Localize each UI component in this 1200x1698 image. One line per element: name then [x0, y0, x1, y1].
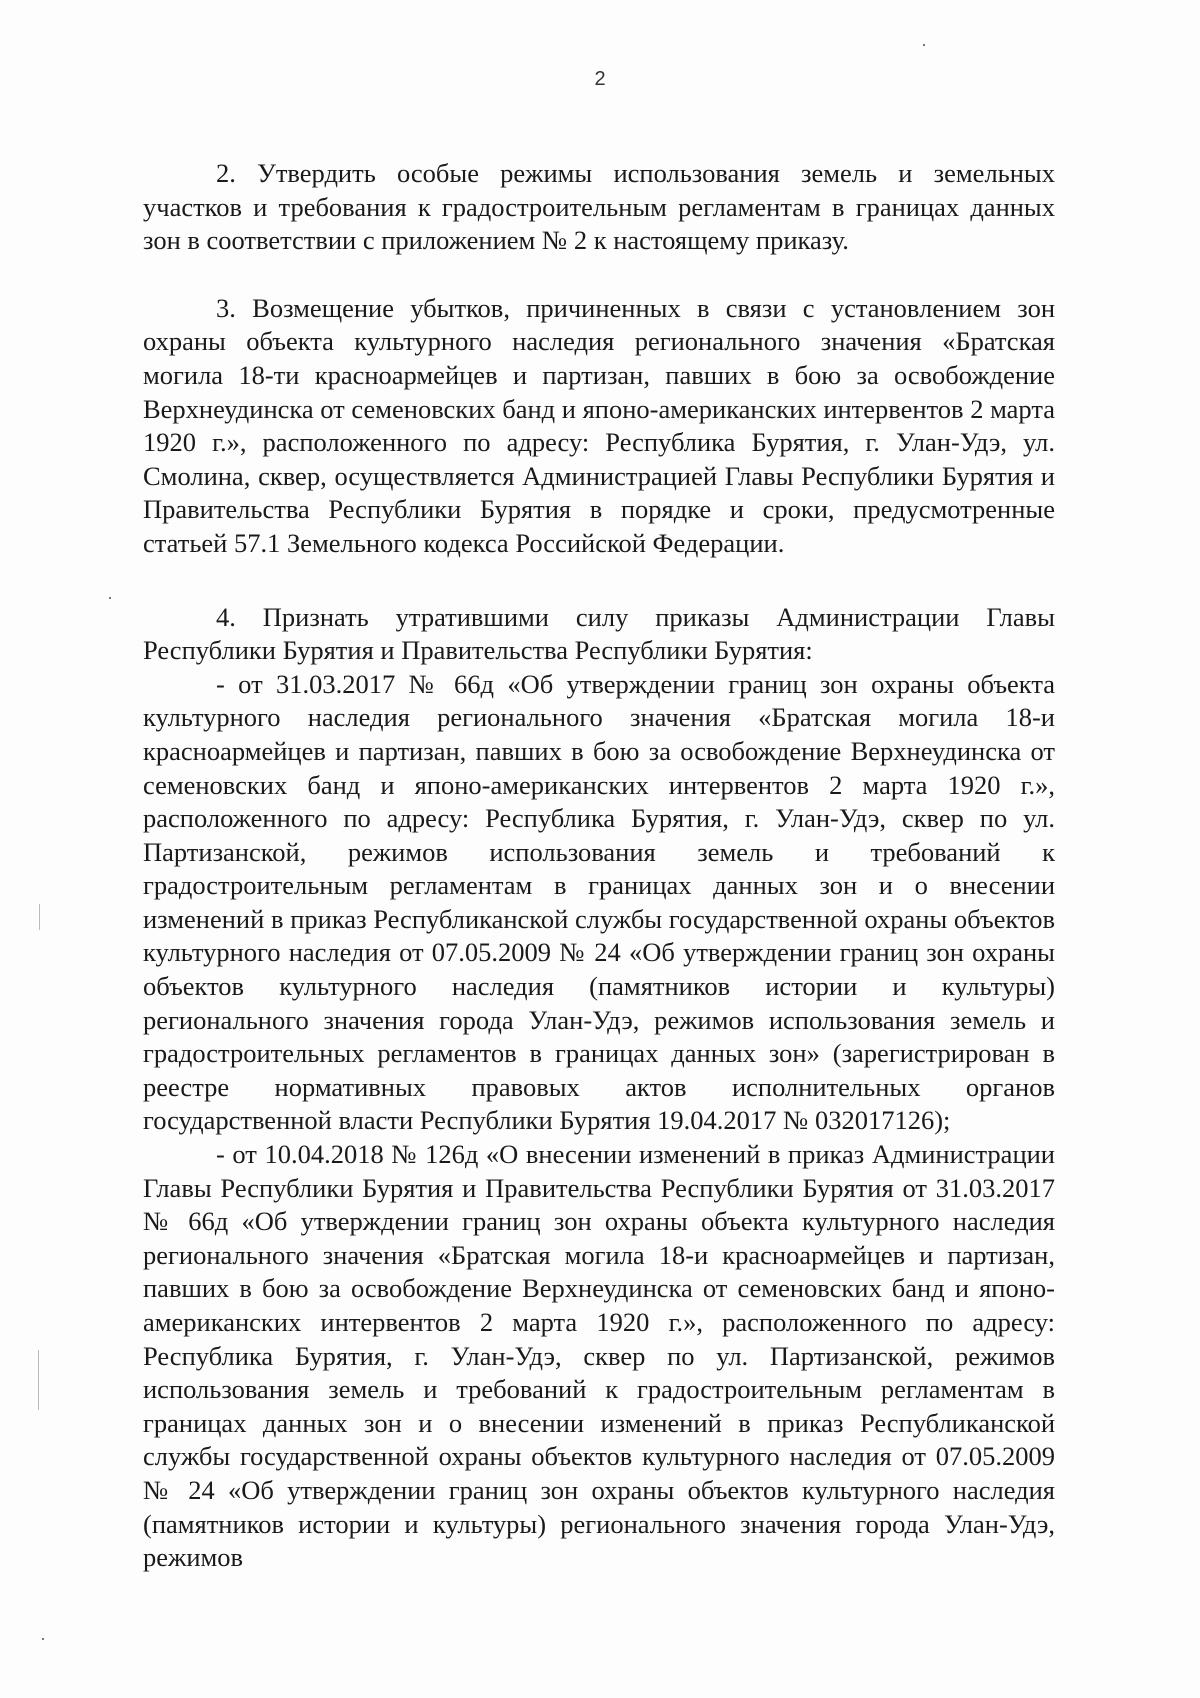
scan-speck	[109, 597, 111, 599]
document-body	[143, 157, 1055, 1575]
list-item-order-66d: - от 31.03.2017 № 66д «Об утверждении границ зон охраны объекта культурного наследия регионального значения «Братская могила 18-и красноармейцев и партизан, павших в бою за освобождение Верхнеудинска от семеновских банд и японо-американских интервентов 2 марта 1920 г.», расположенного по адресу: Республика Бурятия, г. Улан-Удэ, сквер по ул. Партизанской, режимов использования земель и требований к градостроительным регламентам в границах данных зон и о внесении изменений в приказ Республиканской службы государственной охраны объектов культурного наследия от 07.05.2009 № 24 «Об утверждении границ зон охраны объектов культурного наследия (памятников истории и культуры) регионального значения города Улан-Удэ, режимов использования земель и градостроительных регламентов в границах данных зон» (зарегистрирован в реестре нормативных правовых актов исполнительных органов государственной власти Республики Бурятия 19.04.2017 № 032017126);	[143, 668, 1055, 1136]
paragraph-3: 3. Возмещение убытков, причиненных в связи с установлением зон охраны объекта культурного наследия регионального значения «Братская могила 18-ти красноармейцев и партизан, павших в бою за освобождение Верхнеудинска от семеновских банд и японо-американских интервентов 2 марта 1920 г.», расположенного по адресу: Республика Бурятия, г. Улан-Удэ, ул. Смолина, сквер, осуществляется Администрацией Главы Республики Бурятия и Правительства Республики Бурятия в порядке и сроки, предусмотренные статьей 57.1 Земельного кодекса Российской Федерации.	[143, 292, 1055, 558]
scan-speck	[923, 44, 925, 46]
scan-speck	[42, 1638, 44, 1640]
scan-speck	[39, 904, 40, 930]
paragraph-4: 4. Признать утратившими силу приказы Администрации Главы Республики Бурятия и Правительства Республики Бурятия:	[143, 601, 1055, 666]
paragraph-2: 2. Утвердить особые режимы использования земель и земельных участков и требования к градостроительным регламентам в границах данных зон в соответствии с приложением № 2 к настоящему приказу.	[143, 158, 1055, 256]
scan-speck	[38, 1350, 39, 1410]
page-number: 2	[594, 68, 606, 90]
list-item-order-126d: - от 10.04.2018 № 126д «О внесении изменений в приказ Администрации Главы Республики Бурятия и Правительства Республики Бурятия от 31.03.2017 № 66д «Об утверждении границ зон охраны объекта культурного наследия регионального значения «Братская могила 18-и красноармейцев и партизан, павших в бою за освобождение Верхнеудинска от семеновских банд и японо-американских интервентов 2 марта 1920 г.», расположенного по адресу: Республика Бурятия, г. Улан-Удэ, сквер по ул. Партизанской, режимов использования земель и требований к градостроительным регламентам в границах данных зон и о внесении изменений в приказ Республиканской службы государственной охраны объектов культурного наследия от 07.05.2009 № 24 «Об утверждении границ зон охраны объектов культурного наследия (памятников истории и культуры) регионального значения города Улан-Удэ, режимов	[143, 1139, 1055, 1573]
